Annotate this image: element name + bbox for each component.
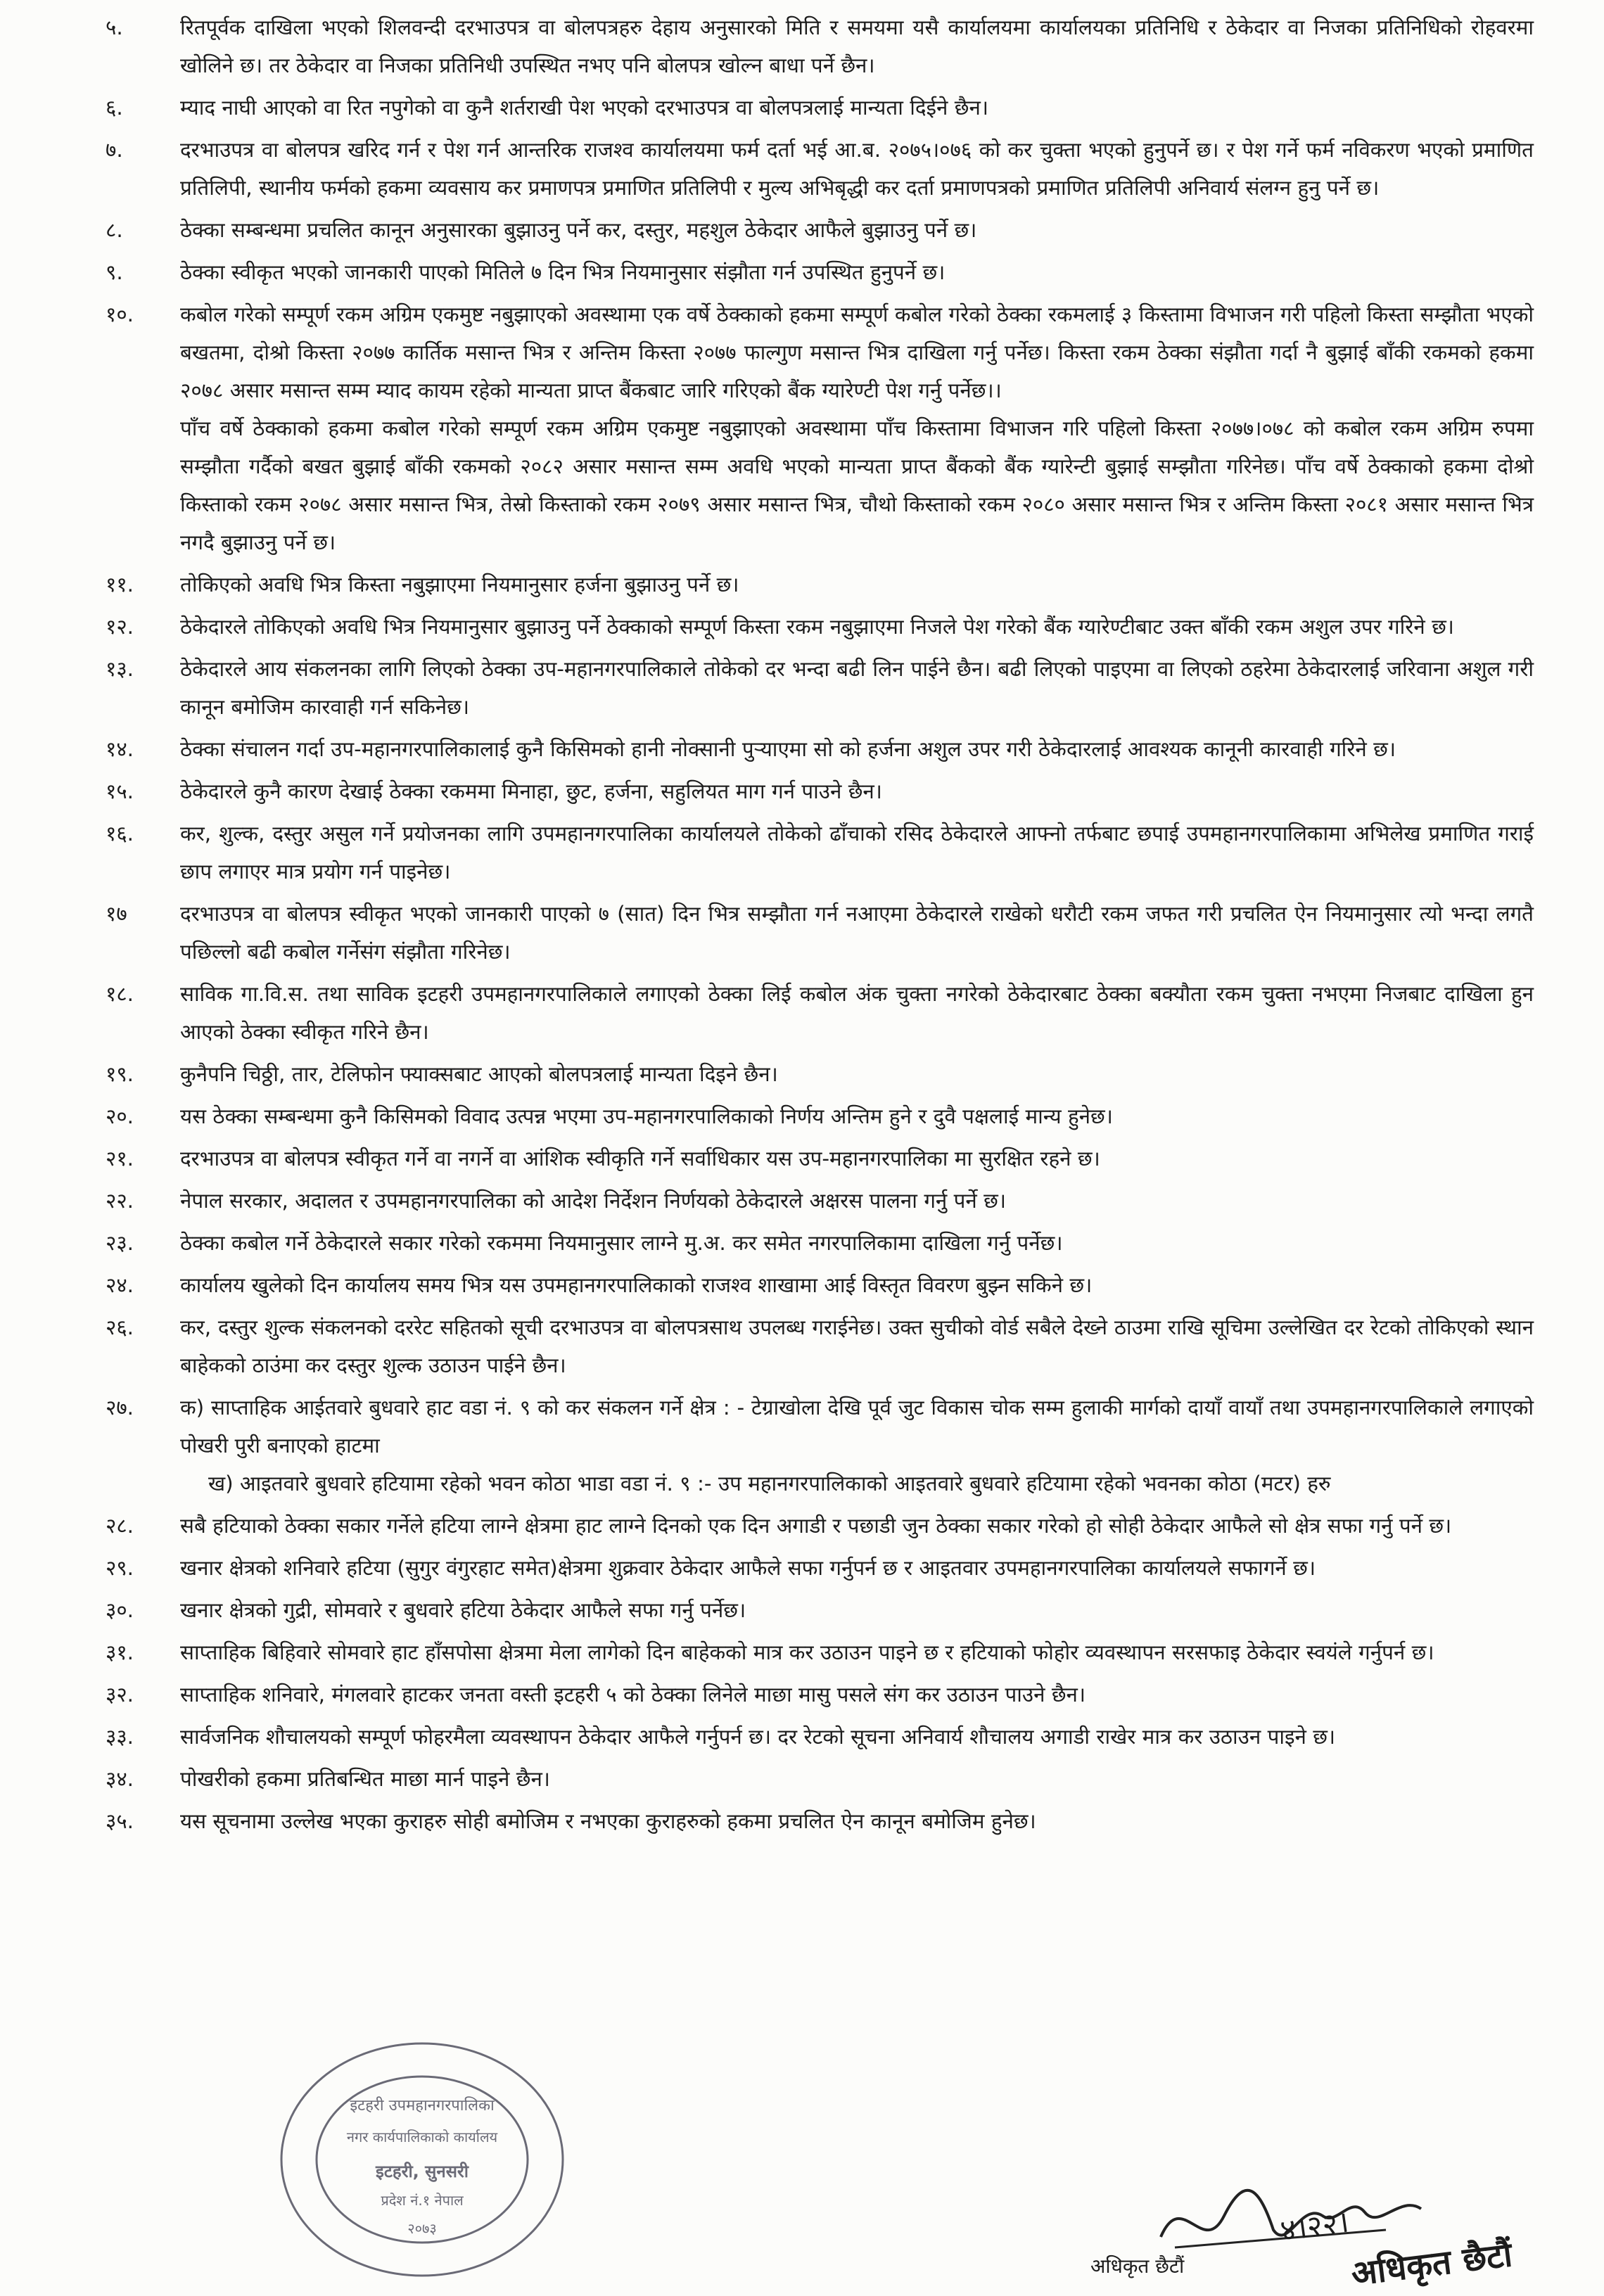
condition-text [180, 772, 1534, 810]
condition-number: १५. [106, 779, 134, 803]
condition-text [180, 8, 1534, 84]
condition-text [180, 815, 1534, 891]
condition-text [180, 1224, 1534, 1262]
condition-item [106, 1507, 1534, 1545]
condition-number: ३४. [106, 1767, 134, 1791]
condition-item [106, 608, 1534, 646]
condition-item [106, 1591, 1534, 1629]
condition-number: १६. [106, 822, 134, 846]
condition-number: ११. [106, 573, 134, 597]
seal-line-3: इटहरी, सुनसरी [376, 2162, 469, 2181]
condition-number: ८. [106, 218, 123, 242]
condition-item [106, 975, 1534, 1051]
condition-item [106, 131, 1534, 207]
condition-text [180, 608, 1534, 646]
condition-number: ३१. [106, 1640, 134, 1664]
condition-number: १३. [106, 657, 134, 681]
signature-date: ४।२२। [1278, 2204, 1351, 2248]
condition-number: १०. [106, 302, 134, 326]
signatory-title: अधिकृत छैटौं [1090, 2254, 1185, 2278]
condition-item [106, 1718, 1534, 1756]
condition-paragraph: कार्यालय खुलेको दिन कार्यालय समय भित्र यस उपमहानगरपालिकाको राजश्व शाखामा आई विस्तृत विवरण बुझ्न सकिने छ। [180, 1273, 1093, 1297]
condition-text [180, 1140, 1534, 1178]
condition-number: ५. [106, 15, 123, 39]
condition-text [180, 1308, 1534, 1384]
condition-paragraph: ठेक्का सम्बन्धमा प्रचलित कानून अनुसारका बुझाउनु पर्ने कर, दस्तुर, महशुल ठेकेदार आफैले बुझाउनु पर्ने छ। [180, 218, 977, 242]
condition-paragraph: म्याद नाघी आएको वा रित नपुगेको वा कुनै शर्तराखी पेश भएको दरभाउपत्र वा बोलपत्रलाई मान्यता दिईने छैन। [180, 96, 989, 120]
condition-text [180, 211, 1534, 249]
condition-number: १४. [106, 737, 134, 761]
condition-item [106, 1308, 1534, 1384]
condition-item [106, 1633, 1534, 1671]
condition-paragraph: नेपाल सरकार, अदालत र उपमहानगरपालिका को आदेश निर्देशन निर्णयको ठेकेदारले अक्षरस पालना गर्नु पर्ने छ। [180, 1189, 1007, 1213]
condition-number: २४. [106, 1273, 134, 1297]
condition-item [106, 566, 1534, 604]
condition-paragraph: साप्ताहिक शनिवारे, मंगलवारे हाटकर जनता वस्ती इटहरी ५ को ठेक्का लिनेले माछा मासु पसले संग कर उठाउन पाउने छैन। [180, 1683, 1086, 1707]
condition-number: ३५. [106, 1809, 134, 1833]
seal-line-2: नगर कार्यपालिकाको कार्यालय [346, 2129, 498, 2145]
office-seal [267, 2026, 577, 2286]
condition-paragraph: साविक गा.वि.स. तथा साविक इटहरी उपमहानगरपालिकाले लगाएको ठेक्का लिई कबोल अंक चुक्ता नगरेको ठेकेदारबाट ठेक्का बक्यौता रकम चुक्ता नभएमा निजबाट दाखिला हुन आएको ठेक्का स्वीकृत गरिने छैन। [180, 982, 1534, 1044]
condition-text [180, 1097, 1534, 1135]
condition-paragraph: सार्वजनिक शौचालयको सम्पूर्ण फोहरमैला व्यवस्थापन ठेकेदार आफैले गर्नुपर्न छ। दर रेटको सूचना अनिवार्य शौचालय अगाडी राखेर मात्र कर उठाउन पाइने छ। [180, 1725, 1336, 1749]
condition-paragraph: ठेक्का कबोल गर्ने ठेकेदारले सकार गरेको रकममा नियमानुसार लाग्ने मु.अ. कर समेत नगरपालिकामा दाखिला गर्नु पर्नेछ। [180, 1231, 1063, 1255]
condition-item [106, 730, 1534, 768]
condition-text [180, 1549, 1534, 1587]
notice-conditions-list [106, 8, 1534, 1844]
condition-text [180, 1055, 1534, 1093]
condition-text [180, 253, 1534, 291]
condition-number: २६. [106, 1315, 134, 1339]
condition-number: २२. [106, 1189, 134, 1213]
condition-text [180, 650, 1534, 726]
condition-paragraph: तोकिएको अवधि भित्र किस्ता नबुझाएमा नियमानुसार हर्जना बुझाउनु पर्ने छ। [180, 573, 739, 597]
condition-number: २७. [106, 1396, 134, 1420]
condition-text [180, 1182, 1534, 1220]
seal-line-1: इटहरी उपमहानगरपालिका [350, 2097, 495, 2115]
condition-item [106, 89, 1534, 127]
condition-paragraph: ठेक्का स्वीकृत भएको जानकारी पाएको मितिले ७ दिन भित्र नियमानुसार संझौता गर्न उपस्थित हुनुपर्ने छ। [180, 260, 946, 284]
condition-paragraph: यस सूचनामा उल्लेख भएका कुराहरु सोही बमोजिम र नभएका कुराहरुको हकमा प्रचलित ऐन कानून बमोजिम हुनेछ। [180, 1809, 1036, 1833]
condition-item [106, 295, 1534, 561]
condition-item [106, 1140, 1534, 1178]
condition-paragraph: ठेक्का संचालन गर्दा उप-महानगरपालिकालाई कुनै किसिमको हानी नोक्सानी पुऱ्याएमा सो को हर्जना अशुल उपर गरी ठेकेदारलाई आवश्यक कानूनी कारवाही गरिने छ। [180, 737, 1396, 761]
condition-item [106, 815, 1534, 891]
condition-number: १७ [106, 902, 127, 926]
condition-number: २८. [106, 1514, 134, 1538]
condition-text [180, 975, 1534, 1051]
condition-paragraph: कर, दस्तुर शुल्क संकलनको दररेट सहितको सूची दरभाउपत्र वा बोलपत्रसाथ उपलब्ध गराईनेछ। उक्त सुचीको वोर्ड सबैले देख्ने ठाउमा राखि सूचिमा उल्लेखित दर रेटको तोकिएको स्थान बाहेकको ठाउंमा कर दस्तुर शुल्क उठाउन पाईने छैन। [180, 1315, 1534, 1377]
condition-number: ६. [106, 96, 123, 120]
condition-item [106, 1389, 1534, 1503]
condition-number: ३०. [106, 1598, 134, 1622]
condition-item [106, 1802, 1534, 1840]
condition-text [180, 295, 1534, 561]
condition-text [180, 1507, 1534, 1545]
condition-item [106, 211, 1534, 249]
condition-paragraph: खनार क्षेत्रको शनिवारे हटिया (सुगुर वंगुरहाट समेत)क्षेत्रमा शुक्रवार ठेकेदार आफैले सफा गर्नुपर्न छ र आइतवार उपमहानगरपालिका कार्यालयले सफागर्ने छ। [180, 1556, 1316, 1580]
condition-item [106, 895, 1534, 971]
condition-item [106, 1182, 1534, 1220]
condition-item [106, 8, 1534, 84]
condition-number: ३३. [106, 1725, 134, 1749]
condition-number: ९. [106, 260, 123, 284]
condition-paragraph: दरभाउपत्र वा बोलपत्र स्वीकृत भएको जानकारी पाएको ७ (सात) दिन भित्र सम्झौता गर्न नआएमा ठेकेदारले राखेको धरौटी रकम जफत गरी प्रचलित ऐन नियमानुसार त्यो भन्दा लगतै पछिल्लो बढी कबोल गर्नेसंग संझौता गरिनेछ। [180, 902, 1534, 964]
condition-item [106, 1760, 1534, 1798]
condition-item [106, 1676, 1534, 1714]
condition-item [106, 1549, 1534, 1587]
condition-number: २०. [106, 1104, 134, 1128]
condition-text [180, 1718, 1534, 1756]
seal-line-4: प्रदेश नं.१ नेपाल [381, 2192, 464, 2209]
condition-number: १८. [106, 982, 134, 1006]
condition-number: २१. [106, 1147, 134, 1171]
condition-number: १२. [106, 615, 134, 639]
condition-text [180, 89, 1534, 127]
condition-text [180, 1591, 1534, 1629]
condition-paragraph: कर, शुल्क, दस्तुर असुल गर्ने प्रयोजनका लागि उपमहानगरपालिका कार्यालयले तोकेको ढाँचाको रसिद ठेकेदारले आफ्नो तर्फबाट छपाई उपमहानगरपालिकामा अभिलेख प्रमाणित गराई छाप लगाएर मात्र प्रयोग गर्न पाइनेछ। [180, 822, 1534, 884]
condition-paragraph: दरभाउपत्र वा बोलपत्र खरिद गर्न र पेश गर्न आन्तरिक राजश्व कार्यालयमा फर्म दर्ता भई आ.ब. २०७५।०७६ को कर चुक्ता भएको हुनुपर्ने छ। र पेश गर्ने फर्म नविकरण भएको प्रमाणित प्रतिलिपी, स्थानीय फर्मको हकमा व्यवसाय कर प्रमाणपत्र प्रमाणित प्रतिलिपी र मुल्य अभिबृद्धी कर दर्ता प्रमाणपत्रको प्रमाणित प्रतिलिपी अनिवार्य संलग्न हुनु पर्ने छ। [180, 138, 1534, 200]
condition-text [180, 566, 1534, 604]
designation-stamp: अधिकृत छैटौं [1349, 2235, 1515, 2294]
condition-text [180, 1633, 1534, 1671]
condition-paragraph: कबोल गरेको सम्पूर्ण रकम अग्रिम एकमुष्ट नबुझाएको अवस्थामा एक वर्षे ठेक्काको हकमा सम्पूर्ण कबोल गरेको ठेक्का रकमलाई ३ किस्तामा विभाजन गरी पहिलो किस्ता सम्झौता भएको बखतमा, दोश्रो किस्ता २०७७ कार्तिक मसान्त भित्र र अन्तिम किस्ता २०७७ फाल्गुण मसान्त भित्र दाखिला गर्नु पर्नेछ। किस्ता रकम ठेक्का संझौता गर्दा नै बुझाई बाँकी रकमको हकमा २०७८ असार मसान्त सम्म म्याद कायम रहेको मान्यता प्राप्त बैंकबाट जारि गरिएको बैंक ग्यारेण्टी पेश गर्नु पर्नेछ।। [180, 302, 1534, 402]
condition-item [106, 650, 1534, 726]
condition-text [180, 1389, 1534, 1503]
condition-paragraph: खनार क्षेत्रको गुद्री, सोमवारे र बुधवारे हटिया ठेकेदार आफैले सफा गर्नु पर्नेछ। [180, 1598, 746, 1622]
condition-paragraph: ठेकेदारले कुनै कारण देखाई ठेक्का रकममा मिनाहा, छुट, हर्जना, सहुलियत माग गर्न पाउने छैन। [180, 779, 882, 803]
condition-text [180, 1760, 1534, 1798]
condition-paragraph: दरभाउपत्र वा बोलपत्र स्वीकृत गर्ने वा नगर्ने वा आंशिक स्वीकृति गर्ने सर्वाधिकार यस उप-महानगरपालिका मा सुरक्षित रहने छ। [180, 1147, 1100, 1171]
condition-text [180, 1802, 1534, 1840]
condition-text [180, 1676, 1534, 1714]
condition-paragraph: साप्ताहिक बिहिवारे सोमवारे हाट हाँसपोसा क्षेत्रमा मेला लागेको दिन बाहेकको मात्र कर उठाउन पाइने छ र हटियाको फोहोर व्यवस्थापन सरसफाइ ठेकेदार स्वयंले गर्नुपर्न छ। [180, 1640, 1434, 1664]
condition-paragraph: ठेकेदारले आय संकलनका लागि लिएको ठेक्का उप-महानगरपालिकाले तोकेको दर भन्दा बढी लिन पाईने छैन। बढी लिएको पाइएमा वा लिएको ठहरेमा ठेकेदारलाई जरिवाना अशुल गरी कानून बमोजिम कारवाही गर्न सकिनेछ। [180, 657, 1534, 719]
condition-item [106, 1266, 1534, 1304]
condition-item [106, 772, 1534, 810]
condition-item [106, 253, 1534, 291]
condition-paragraph: ख) आइतवारे बुधवारे हटियामा रहेको भवन कोठा भाडा वडा नं. ९ :- उप महानगरपालिकाको आइतवारे बुधवारे हटियामा रहेको भवनका कोठा (मटर) हरु [208, 1472, 1331, 1495]
condition-number: ३२. [106, 1683, 134, 1707]
condition-paragraph: कुनैपनि चिठ्ठी, तार, टेलिफोन फ्याक्सबाट आएको बोलपत्रलाई मान्यता दिइने छैन। [180, 1062, 778, 1086]
condition-paragraph: पोखरीको हकमा प्रतिबन्धित माछा मार्न पाइने छैन। [180, 1767, 550, 1791]
condition-paragraph: पाँच वर्षे ठेक्काको हकमा कबोल गरेको सम्पूर्ण रकम अग्रिम एकमुष्ट नबुझाएको अवस्थामा पाँच किस्तामा विभाजन गरि पहिलो किस्ता २०७७।०७८ को कबोल रकम अग्रिम रुपमा सम्झौता गर्दैको बखत बुझाई बाँकी रकमको २०८२ असार मसान्त सम्म अवधि भएको मान्यता प्राप्त बैंकको बैंक ग्यारेन्टी बुझाई सम्झौता गरिनेछ। पाँच वर्षे ठेक्काको हकमा दोश्रो किस्ताको रकम २०७८ असार मसान्त भित्र, तेस्रो किस्ताको रकम २०७९ असार मसान्त भित्र, चौथो किस्ताको रकम २०८० असार मसान्त भित्र र अन्तिम किस्ता २०८१ असार मसान्त भित्र नगदै बुझाउनु पर्ने छ। [180, 416, 1534, 554]
condition-paragraph: सबै हटियाको ठेक्का सकार गर्नेले हटिया लाग्ने क्षेत्रमा हाट लाग्ने दिनको एक दिन अगाडी र पछाडी जुन ठेक्का सकार गरेको हो सोही ठेकेदार आफैले सो क्षेत्र सफा गर्नु पर्ने छ। [180, 1514, 1452, 1538]
condition-text [180, 1266, 1534, 1304]
condition-item [106, 1055, 1534, 1093]
condition-item [106, 1097, 1534, 1135]
condition-paragraph: रितपूर्वक दाखिला भएको शिलवन्दी दरभाउपत्र वा बोलपत्रहरु देहाय अनुसारको मिति र समयमा यसै कार्यालयमा कार्यालयका प्रतिनिधि र ठेकेदार वा निजका प्रतिनिधिको रोहवरमा खोलिने छ। तर ठेकेदार वा निजका प्रतिनिधी उपस्थित नभए पनि बोलपत्र खोल्न बाधा पर्ने छैन। [180, 15, 1534, 77]
condition-paragraph: ठेकेदारले तोकिएको अवधि भित्र नियमानुसार बुझाउनु पर्ने ठेक्काको सम्पूर्ण किस्ता रकम नबुझाएमा निजले पेश गरेको बैंक ग्यारेण्टीबाट उक्त बाँकी रकम अशुल उपर गरिने छ। [180, 615, 1454, 639]
condition-number: २९. [106, 1556, 134, 1580]
seal-line-5: २०७३ [407, 2220, 437, 2237]
condition-text [180, 895, 1534, 971]
condition-number: १९. [106, 1062, 134, 1086]
condition-paragraph: यस ठेक्का सम्बन्धमा कुनै किसिमको विवाद उत्पन्न भएमा उप-महानगरपालिकाको निर्णय अन्तिम हुने र दुवै पक्षलाई मान्य हुनेछ। [180, 1104, 1113, 1128]
condition-text [180, 730, 1534, 768]
condition-number: २३. [106, 1231, 134, 1255]
condition-paragraph: क) साप्ताहिक आईतवारे बुधवारे हाट वडा नं. ९ को कर संकलन गर्ने क्षेत्र : - टेग्राखोला देखि पूर्व जुट विकास चोक सम्म हुलाकी मार्गको दायाँ वायाँ तथा उपमहानगरपालिकाले लगाएको पोखरी पुरी बनाएको हाटमा [180, 1396, 1534, 1458]
condition-text [180, 131, 1534, 207]
condition-item [106, 1224, 1534, 1262]
condition-number: ७. [106, 138, 123, 162]
